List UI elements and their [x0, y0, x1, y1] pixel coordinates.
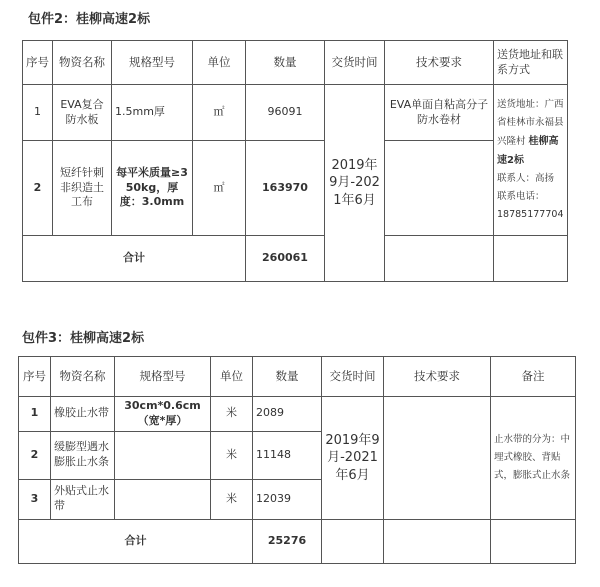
row-name: 橡胶止水带	[51, 397, 115, 432]
empty-cell	[322, 519, 384, 563]
row-qty: 96091	[246, 85, 325, 141]
header-cell: 单位	[211, 357, 253, 397]
row-name: 短纤针刺非织造土工布	[53, 141, 112, 236]
row-tech: EVA单面自粘高分子防水卷材	[385, 85, 494, 141]
row-unit: 米	[211, 397, 253, 432]
address-line: 桂柳高速2标	[497, 135, 559, 166]
row-no: 2	[23, 141, 53, 236]
header-cell: 技术要求	[385, 41, 494, 85]
header-cell: 序号	[19, 357, 51, 397]
row-unit: 米	[211, 431, 253, 479]
row-unit: 米	[211, 479, 253, 519]
tech-requirement	[384, 397, 491, 520]
total-label: 合计	[23, 236, 246, 282]
package3-title: 包件3：桂柳高速2标	[22, 331, 145, 346]
row-no: 3	[19, 479, 51, 519]
header-cell: 技术要求	[384, 357, 491, 397]
total-row	[23, 236, 568, 282]
header-cell: 规格型号	[112, 41, 193, 85]
total-row	[19, 519, 576, 563]
contact-person: 联系人：高扬	[497, 173, 555, 185]
empty-cell	[494, 236, 568, 282]
row-unit: ㎡	[193, 141, 246, 236]
row-name: EVA复合防水板	[53, 85, 112, 141]
row-qty: 12039	[253, 479, 322, 519]
header-cell: 送货地址和联系方式	[494, 41, 568, 85]
address-line: 送货地址：广西省桂林市永福县兴隆村	[497, 98, 564, 147]
row-qty: 163970	[246, 141, 325, 236]
package2-title: 包件2：桂柳高速2标	[28, 12, 151, 27]
row-tech	[385, 141, 494, 236]
table-row	[23, 85, 568, 141]
row-spec: 1.5mm厚	[112, 85, 193, 141]
header-cell: 物资名称	[53, 41, 112, 85]
header-cell: 单位	[193, 41, 246, 85]
row-name: 外贴式止水带	[51, 479, 115, 519]
row-name: 缓膨型遇水膨胀止水条	[51, 431, 115, 479]
row-no: 2	[19, 431, 51, 479]
header-cell: 交货时间	[325, 41, 385, 85]
empty-cell	[385, 236, 494, 282]
header-cell: 备注	[491, 357, 576, 397]
delivery-time: 2019年9月-2021年6月	[322, 397, 384, 520]
row-unit: ㎡	[193, 85, 246, 141]
contact-phone-label: 联系电话：	[497, 191, 545, 203]
empty-cell	[491, 519, 576, 563]
total-value: 25276	[253, 519, 322, 563]
header-cell: 规格型号	[115, 357, 211, 397]
row-spec: 30cm*0.6cm（宽*厚）	[115, 397, 211, 432]
remark: 止水带的分为：中埋式橡胶、背贴式，膨胀式止水条	[491, 397, 576, 520]
empty-cell	[384, 519, 491, 563]
delivery-time: 2019年9月-2021年6月	[325, 85, 385, 282]
total-value: 260061	[246, 236, 325, 282]
table-row	[19, 397, 576, 432]
row-spec	[115, 479, 211, 519]
package2-table	[22, 40, 568, 282]
delivery-address	[494, 85, 568, 236]
row-no: 1	[19, 397, 51, 432]
row-qty: 2089	[253, 397, 322, 432]
row-spec	[115, 431, 211, 479]
package3-table	[18, 356, 576, 564]
header-cell: 数量	[246, 41, 325, 85]
header-cell: 物资名称	[51, 357, 115, 397]
table-row	[23, 141, 568, 236]
header-cell: 交货时间	[322, 357, 384, 397]
header-cell: 数量	[253, 357, 322, 397]
table-header-row	[23, 41, 568, 85]
total-label: 合计	[19, 519, 253, 563]
contact-phone: 18785177704	[497, 209, 564, 221]
row-qty: 11148	[253, 431, 322, 479]
row-no: 1	[23, 85, 53, 141]
table-header-row	[19, 357, 576, 397]
header-cell: 序号	[23, 41, 53, 85]
row-spec: 每平米质量≥350kg，厚度：3.0mm	[112, 141, 193, 236]
